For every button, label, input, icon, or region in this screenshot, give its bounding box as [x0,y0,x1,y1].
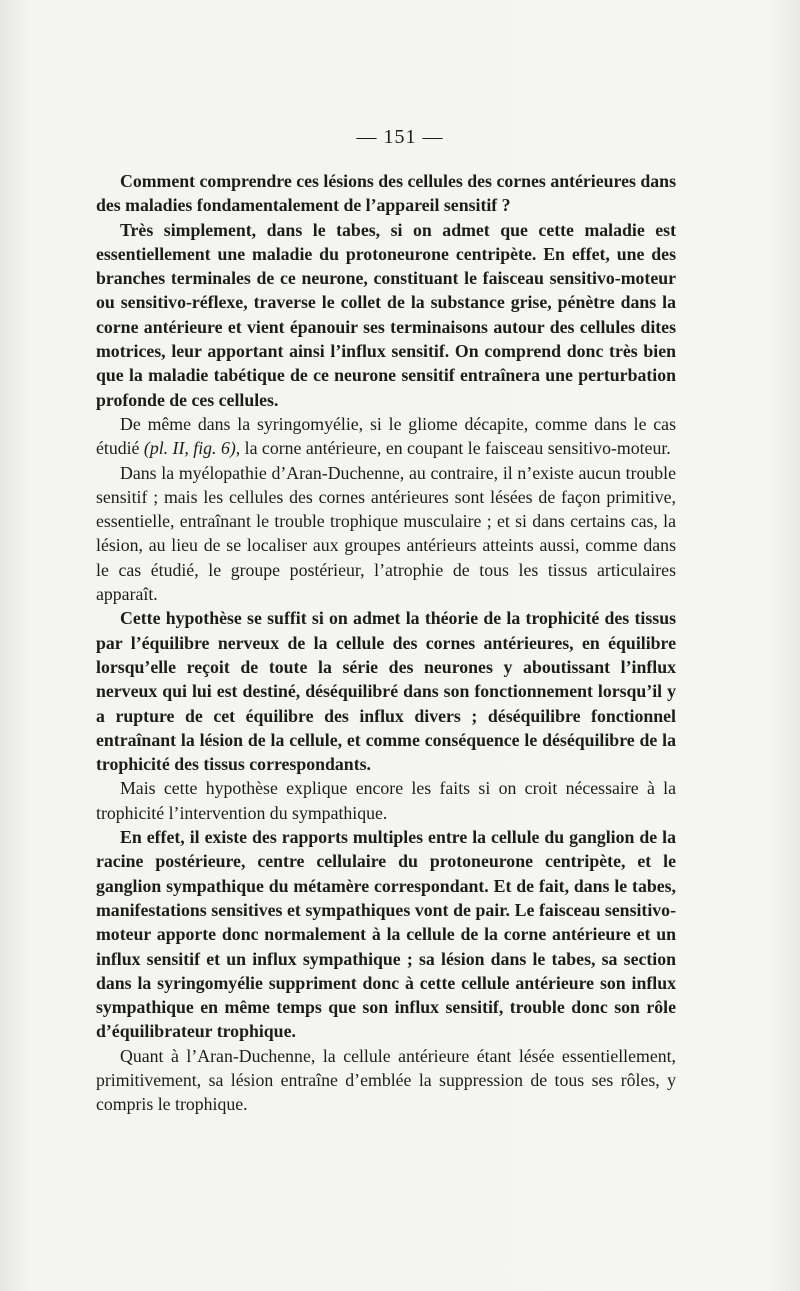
paragraph-3 [96,412,676,461]
paragraph-8: Quant à l’Aran-Duchenne, la cellule antérieure étant lésée essentiellement, primitivement, sa lésion entraîne d’emblée la suppression de tous ses rôles, y compris le trophique. [96,1045,676,1115]
body-text [96,169,676,1117]
page-number: — 151 — [356,126,444,148]
paragraph-2: Très simplement, dans le tabes, si on admet que cette maladie est essentiellement une maladie du protoneurone centripète. En effet, une des branches terminales de ce neurone, constituant le faisceau sensitivo-moteur ou sensitivo-réflexe, traverse le collet de la substance grise, pénètre dans la corne antérieure et vient épanouir ses terminaisons autour des cellules dites motrices, leur apportant ainsi l’influx sensitif. On comprend donc très bien que la maladie tabétique de ce neurone sensitif entraînera une perturbation profonde de ces cellules. [96,219,676,410]
figure-reference: (pl. II, fig. 6), [143,438,241,459]
paragraph-3-end: la corne antérieure, en coupant le faisceau sensitivo-moteur. [240,438,671,459]
paragraph-4: Dans la myélopathie d’Aran-Duchenne, au contraire, il n’existe aucun trouble sensitif ; mais les cellules des cornes antérieures sont lésées de façon primitive, essentielle, entraînant le trouble trophique musculaire ; et si dans certains cas, la lésion, au lieu de se localiser aux groupes antérieurs atteints aussi, comme dans le cas étudié, le groupe postérieur, l’atrophie de tous les tissus articulaires apparaît. [96,462,676,605]
paragraph-7: En effet, il existe des rapports multiples entre la cellule du ganglion de la racine postérieure, centre cellulaire du protoneurone centripète, et le ganglion sympathique du métamère correspondant. Et de fait, dans le tabes, manifestations sensitives et sympathiques vont de pair. Le faisceau sensitivo-moteur apporte donc normalement à la cellule de la corne antérieure et un influx sensitif et un influx sympathique ; sa lésion dans le tabes, sa section dans la syringomyélie suppriment donc à cette cellule antérieure son influx sympathique en même temps que son influx sensitif, trouble donc son rôle d’équilibrateur trophique. [96,827,676,1042]
paragraph-5: Cette hypothèse se suffit si on admet la théorie de la trophicité des tissus par l’équilibre nerveux de la cellule des cornes antérieures, en équilibre lorsqu’elle reçoit de toute la série des neurones y aboutissant l’influx nerveux qui lui est destiné, déséquilibré dans son fonctionnement lorsqu’il y a rupture de cet équilibre des influx divers ; déséquilibre fonctionnel entraînant la lésion de la cellule, et comme conséquence le déséquilibre de la trophicité des tissus correspondants. [96,608,676,775]
paragraph-1: Comment comprendre ces lésions des cellules des cornes antérieures dans des maladies fondamentalement de l’appareil sensitif ? [96,171,676,216]
paragraph-3-start: De même dans la syringomyélie, si le gliome décapite, comme dans le cas étudié [96,413,676,459]
paragraph-6: Mais cette hypothèse explique encore les faits si on croit nécessaire à la trophicité l’intervention du sympathique. [96,778,676,823]
